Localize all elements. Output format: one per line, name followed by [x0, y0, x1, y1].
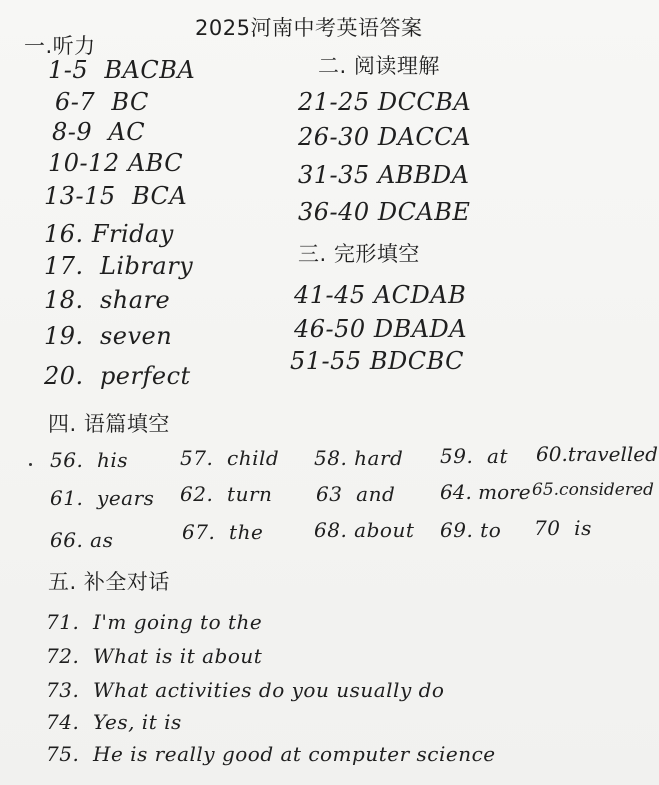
answer-text: travelled: [567, 442, 658, 466]
question-number: 74.: [46, 710, 80, 734]
fill-item: [440, 446, 508, 466]
section-heading-passage-fill: 四. 语篇填空: [48, 412, 170, 436]
question-number: 70: [534, 516, 561, 540]
answer-row: [298, 163, 470, 187]
answer-text: perfect: [99, 362, 191, 390]
answer-text: DCCBA: [377, 88, 472, 116]
question-number: 68.: [314, 518, 348, 542]
question-number: 21-25: [298, 88, 370, 116]
question-number: 58.: [314, 446, 348, 470]
answer-text: as: [90, 528, 114, 552]
answer-text: DBADA: [373, 315, 468, 343]
question-number: 69.: [440, 518, 474, 542]
dialogue-item: [46, 712, 182, 732]
question-number: 18.: [44, 286, 84, 314]
fill-item: [536, 444, 658, 464]
question-number: 17.: [44, 252, 84, 280]
question-number: 19.: [44, 322, 84, 350]
fill-item: [440, 520, 501, 540]
answer-row: [55, 90, 149, 114]
question-number: 57.: [180, 446, 214, 470]
question-number: 66.: [50, 528, 84, 552]
answer-row: [294, 283, 466, 307]
answer-text: turn: [227, 482, 273, 506]
fill-item: [50, 488, 154, 508]
fill-item: [180, 484, 272, 504]
answer-text: I'm going to the: [93, 610, 263, 634]
fill-item: [180, 448, 279, 468]
dialogue-item: [46, 744, 496, 764]
section-heading-cloze: 三. 完形填空: [298, 242, 420, 266]
question-number: 46-50: [294, 315, 366, 343]
question-number: 36-40: [298, 198, 370, 226]
fill-item: [314, 448, 403, 468]
answer-text: Library: [99, 252, 194, 280]
question-number: 60.: [536, 442, 568, 466]
answer-text: BCA: [131, 182, 188, 210]
stray-mark: [29, 463, 32, 466]
dialogue-item: [46, 680, 444, 700]
answer-text: more: [478, 480, 531, 504]
fill-item: [314, 520, 414, 540]
question-number: 75.: [46, 742, 80, 766]
answer-row: [44, 222, 174, 246]
section-heading-listening: 一.听力: [24, 34, 96, 58]
answer-text: the: [229, 520, 264, 544]
answer-text: ACDAB: [373, 281, 467, 309]
answer-text: Friday: [91, 220, 174, 248]
answer-row: [44, 288, 170, 312]
section-heading-dialogue: 五. 补全对话: [48, 570, 170, 594]
page-title: 2025河南中考英语答案: [195, 16, 423, 40]
answer-text: ABC: [127, 149, 184, 177]
answer-text: share: [99, 286, 171, 314]
answer-text: seven: [99, 322, 173, 350]
answer-text: BACBA: [104, 56, 196, 84]
question-number: 26-30: [298, 123, 370, 151]
question-number: 10-12: [48, 149, 120, 177]
answer-row: [44, 364, 191, 388]
question-number: 13-15: [44, 182, 116, 210]
answer-row: [44, 324, 172, 348]
question-number: 1-5: [48, 56, 89, 84]
question-number: 20.: [44, 362, 84, 390]
dialogue-item: [46, 646, 262, 666]
question-number: 41-45: [294, 281, 366, 309]
question-number: 62.: [180, 482, 214, 506]
question-number: 71.: [46, 610, 80, 634]
question-number: 6-7: [55, 88, 96, 116]
answer-row: [298, 90, 471, 114]
answer-text: years: [97, 486, 155, 510]
answer-text: considered: [559, 480, 654, 500]
answer-row: [48, 58, 195, 82]
answer-text: at: [487, 444, 508, 468]
dialogue-item: [46, 612, 262, 632]
question-number: 64.: [440, 480, 472, 504]
question-number: 51-55: [290, 347, 362, 375]
question-number: 16.: [44, 220, 84, 248]
question-number: 67.: [182, 520, 216, 544]
question-number: 61.: [50, 486, 84, 510]
answer-row: [294, 317, 467, 341]
answer-text: BC: [111, 88, 149, 116]
fill-item: [532, 482, 654, 499]
fill-item: [50, 450, 128, 470]
answer-row: [48, 151, 183, 175]
answer-row: [52, 120, 145, 144]
answer-text: child: [227, 446, 280, 470]
answer-text: about: [354, 518, 415, 542]
answer-row: [290, 349, 464, 373]
section-heading-reading: 二. 阅读理解: [318, 54, 440, 78]
answer-text: He is really good at computer science: [93, 742, 496, 766]
answer-text: DACCA: [377, 123, 471, 151]
answer-text: hard: [354, 446, 404, 470]
answer-text: his: [97, 448, 129, 472]
answer-text: to: [480, 518, 502, 542]
answer-text: AC: [108, 118, 146, 146]
fill-item: [534, 518, 592, 538]
answer-row: [44, 254, 193, 278]
answer-text: Yes, it is: [93, 710, 182, 734]
question-number: 31-35: [298, 161, 370, 189]
question-number: 56.: [50, 448, 84, 472]
question-number: 63: [316, 482, 343, 506]
question-number: 73.: [46, 678, 80, 702]
answer-row: [298, 125, 471, 149]
question-number: 8-9: [52, 118, 93, 146]
question-number: 59.: [440, 444, 474, 468]
answer-text: DCABE: [377, 198, 471, 226]
answer-row: [298, 200, 470, 224]
answer-text: What is it about: [93, 644, 263, 668]
fill-item: [316, 484, 395, 504]
question-number: 72.: [46, 644, 80, 668]
fill-item: [50, 530, 113, 550]
answer-text: and: [356, 482, 396, 506]
answer-text: ABBDA: [377, 161, 470, 189]
question-number: 65.: [532, 480, 560, 500]
answer-text: What activities do you usually do: [93, 678, 445, 702]
answer-text: is: [574, 516, 592, 540]
answer-text: BDCBC: [369, 347, 465, 375]
fill-item: [182, 522, 263, 542]
answer-row: [44, 184, 187, 208]
fill-item: [440, 482, 531, 502]
